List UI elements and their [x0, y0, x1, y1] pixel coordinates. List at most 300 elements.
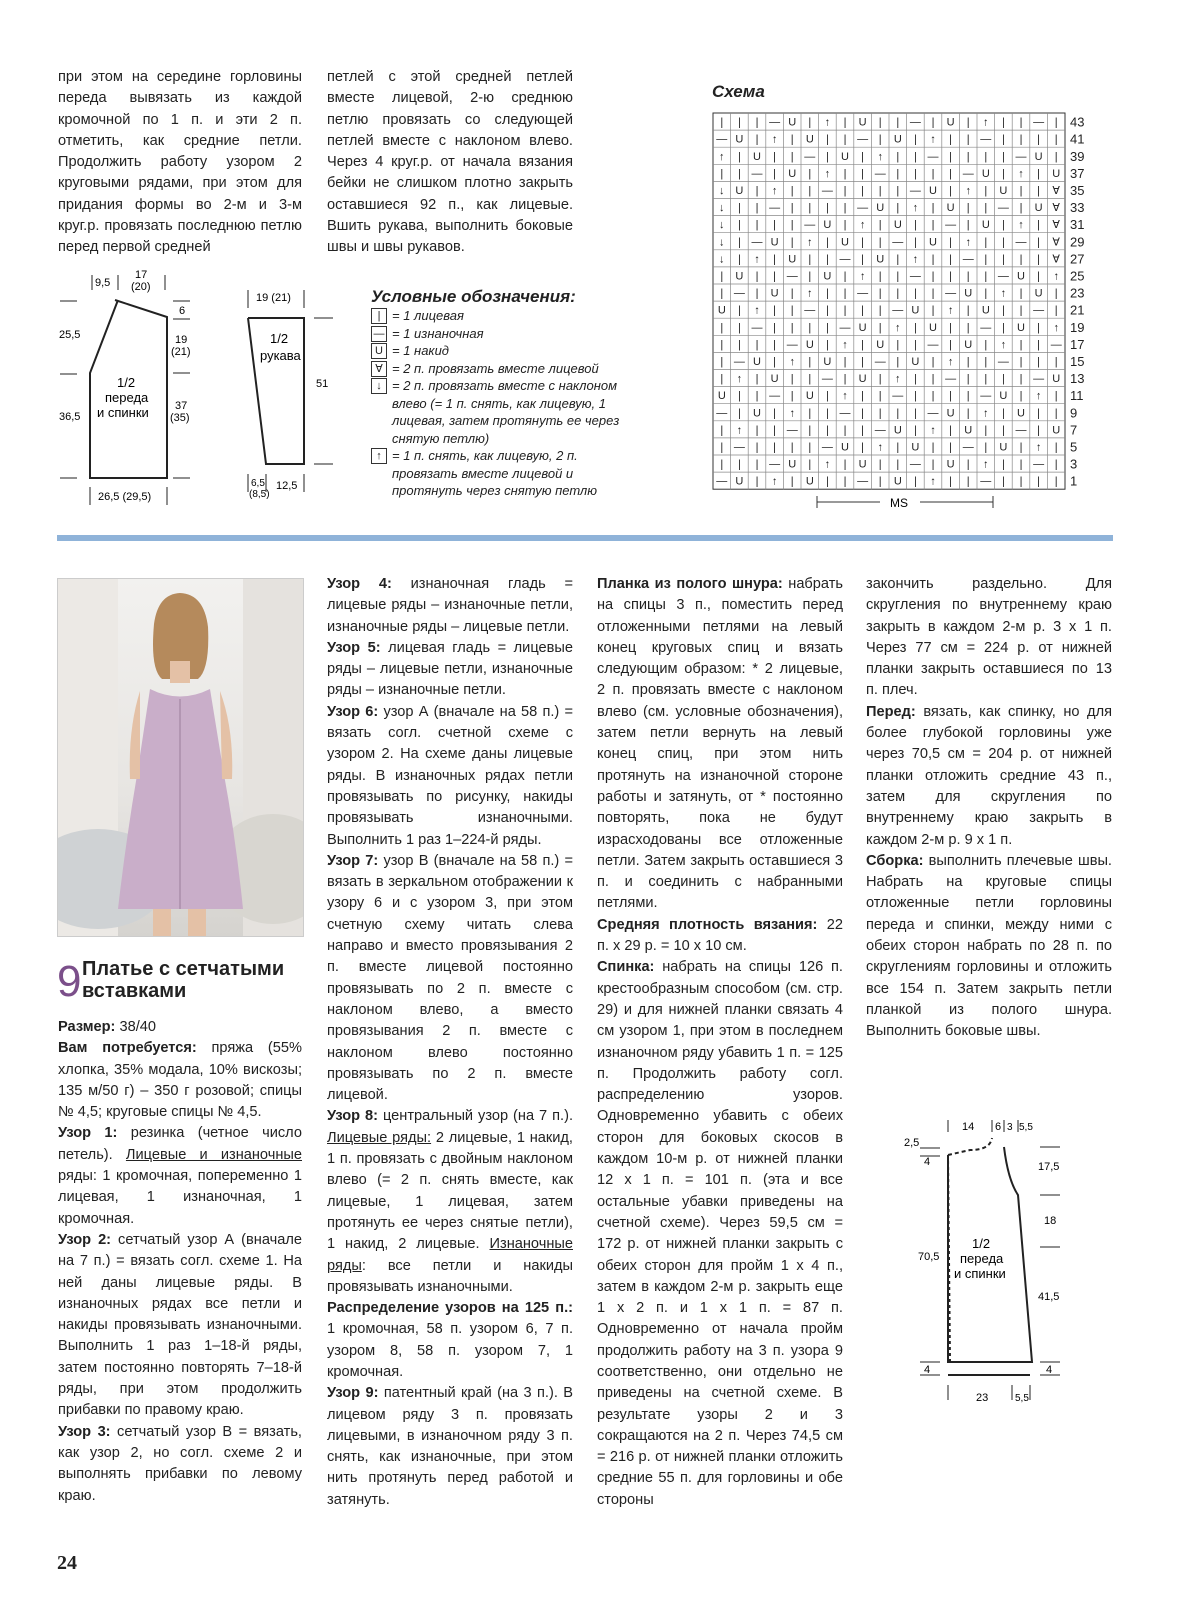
chart-cell: |: [896, 184, 900, 197]
chart-cell: |: [790, 475, 794, 488]
chart-cell: |: [790, 133, 794, 146]
chart-cell: |: [861, 355, 865, 368]
chart-cell: |: [949, 270, 953, 283]
chart-cell: |: [984, 184, 988, 197]
chart-cell: ↑: [1000, 287, 1007, 300]
chart-cell: ↑: [1035, 441, 1042, 454]
chart-cell: |: [1054, 441, 1058, 454]
chart-cell: |: [878, 373, 882, 386]
top-text-col2: петлей с этой средней петлей вместе лицевой, 2-ю среднюю петлю провязать со следующей петлей вместе с наклоном влево. Через 4 круг.р. от начала вязания бейки не слишком плотно закрыть оставшиеся 92 п., как лицевые. Вшить рукава, выполнить боковые швы и швы рукавов.: [327, 69, 573, 256]
column-a: Размер: 38/40 Вам потребуется: пряжа (55% хлопка, 35% модала, 10% вискозы; 135 м/50 г) – 350 г розовой; спицы № 4,5; круговые спицы № 4,5. Узор 1: резинка (четное число петель). Лицевые и изнаночные ряды: 1 кромочная, попеременно 1 лицевая, 1 изнаночная, 1 кромочная. Узор 2: сетчатый узор А (вначале на 7 п.) = вязать согл. схеме 1. На ней даны лицевые ряды. В изнаночных рядах все петли и накиды провязывать изнаночными. Выполнить 1 раз 1–18-й ряды, затем постоянно повторять 7–18-й ряды, при этом продолжить прибавки по правому краю. Узор 3: сетчатый узор В = вязать, как узор 2, но согл. схеме 2 и выполнять прибавки по левому краю.: [58, 1019, 302, 1504]
knitting-chart: [710, 110, 1110, 520]
dim-4-top: 4: [924, 1156, 931, 1168]
chart-cell: |: [913, 321, 917, 334]
chart-cell: |: [1001, 236, 1005, 249]
chart-cell: |: [1019, 287, 1023, 300]
chart-cell: |: [755, 424, 759, 437]
chart-cell: |: [1019, 373, 1023, 386]
chart-cell: |: [878, 219, 882, 232]
chart-cell: U: [946, 202, 955, 215]
chart-cell: U: [999, 390, 1008, 403]
yarnover-icon: U: [371, 343, 387, 359]
chart-cell: U: [858, 458, 867, 471]
chart-cell: |: [966, 150, 970, 163]
chart-cell: |: [773, 338, 777, 351]
dim-9-5: 9,5: [95, 277, 111, 289]
chart-cell: U: [788, 253, 797, 266]
chart-cell: |: [1001, 475, 1005, 488]
dim-6: 6: [179, 305, 186, 317]
chart-cell: |: [1037, 236, 1041, 249]
chart-cell: |: [1054, 390, 1058, 403]
chart-cell: |: [1001, 458, 1005, 471]
legend: [371, 287, 636, 500]
chart-cell: |: [878, 304, 882, 317]
chart-cell: |: [1001, 424, 1005, 437]
chart-cell: —: [751, 236, 763, 249]
chart-cell: |: [843, 219, 847, 232]
chart-cell: —: [909, 184, 921, 197]
chart-cell: —: [1015, 424, 1027, 437]
chart-cell: |: [737, 390, 741, 403]
chart-cell: —: [857, 475, 869, 488]
chart-cell: |: [790, 441, 794, 454]
chart-cell: U: [929, 236, 937, 249]
chart-cell: U: [841, 150, 849, 163]
chart-cell: —: [804, 219, 816, 232]
chart-cell: |: [720, 355, 724, 368]
legend-item-yarnover: U = 1 накид: [371, 342, 636, 360]
chart-cell: —: [804, 304, 816, 317]
chart-cell: ∀: [1052, 202, 1060, 215]
chart-cell: |: [949, 475, 953, 488]
chart-cell: |: [984, 150, 988, 163]
chart-cell: —: [962, 167, 974, 180]
chart-cell: |: [966, 475, 970, 488]
chart-cell: |: [808, 355, 812, 368]
chart-cell: |: [1054, 304, 1058, 317]
chart-row-number: 25: [1070, 268, 1085, 284]
chart-cell: |: [931, 167, 935, 180]
chart-cell: |: [808, 373, 812, 386]
chart-cell: |: [843, 287, 847, 300]
chart-cell: ∀: [1052, 184, 1060, 197]
chart-cell: ↑: [1053, 270, 1059, 283]
chart-cell: |: [861, 304, 865, 317]
chart-cell: |: [913, 167, 917, 180]
chart-cell: |: [984, 373, 988, 386]
dim-3: 3: [1007, 1122, 1013, 1133]
dim-5-5-bottom: 5,5: [1015, 1393, 1029, 1404]
chart-cell: ↑: [824, 167, 831, 180]
chart-row-number: 1: [1070, 473, 1078, 489]
chart-cell: |: [843, 133, 847, 146]
chart-cell: |: [1019, 441, 1023, 454]
dim-19: 19: [175, 334, 188, 346]
k2tog-icon: ∀: [371, 361, 387, 377]
chart-cell: ↑: [807, 287, 813, 300]
chart-cell: |: [808, 270, 812, 283]
dim-12-5: 12,5: [276, 480, 298, 492]
chart-cell: ↓: [719, 202, 725, 215]
chart-cell: U: [981, 167, 990, 180]
chart-cell: ↑: [930, 133, 936, 146]
chart-cell: —: [786, 270, 798, 283]
chart-cell: ↓: [719, 184, 725, 197]
chart-cell: |: [720, 116, 724, 129]
chart-cell: |: [737, 167, 741, 180]
chart-cell: |: [1019, 133, 1023, 146]
chart-cell: U: [753, 150, 761, 163]
legend-item-k2tog: ∀ = 2 п. провязать вместе лицевой: [371, 360, 636, 378]
chart-cell: |: [790, 390, 794, 403]
chart-cell: —: [769, 202, 781, 215]
chart-cell: —: [945, 373, 957, 386]
chart-cell: ↑: [824, 116, 831, 129]
chart-cell: ↑: [983, 116, 989, 129]
chart-cell: U: [1052, 424, 1061, 437]
chart-cell: |: [1019, 338, 1023, 351]
chart-cell: U: [946, 116, 955, 129]
chart-cell: |: [931, 304, 935, 317]
chart-cell: |: [1054, 355, 1058, 368]
chart-cell: |: [984, 287, 988, 300]
chart-cell: |: [949, 321, 953, 334]
chart-cell: |: [1019, 304, 1023, 317]
chart-cell: |: [931, 373, 935, 386]
chart-row-numbers: [1070, 115, 1084, 489]
chart-cell: |: [1001, 253, 1005, 266]
chart-cell: U: [876, 253, 885, 266]
chart-cell: |: [896, 355, 900, 368]
chart-cell: |: [737, 338, 741, 351]
chart-cell: ↑: [736, 373, 743, 386]
chart-cell: U: [805, 338, 814, 351]
chart-cell: ↑: [1018, 167, 1024, 180]
chart-cell: |: [861, 236, 865, 249]
chart-cell: ↑: [912, 202, 919, 215]
chart-cell: U: [823, 270, 832, 283]
chart-cell: U: [946, 407, 955, 420]
chart-cell: |: [737, 321, 741, 334]
chart-cell: ↑: [895, 373, 901, 386]
label-front-dress: переда: [960, 1251, 1004, 1266]
chart-cell: —: [1050, 338, 1062, 351]
chart-cell: |: [1019, 116, 1023, 129]
chart-cell: |: [790, 219, 794, 232]
chart-cell: —: [716, 133, 728, 146]
chart-cell: ↑: [842, 338, 848, 351]
chart-cell: |: [1037, 407, 1041, 420]
chart-cell: |: [720, 321, 724, 334]
chart-cell: |: [966, 133, 970, 146]
chart-cell: |: [755, 390, 759, 403]
chart-cell: |: [896, 202, 900, 215]
chart-cell: |: [808, 458, 812, 471]
chart-cell: |: [931, 441, 935, 454]
chart-cell: |: [737, 219, 741, 232]
chart-row-number: 9: [1070, 405, 1078, 421]
chart-cell: U: [929, 184, 937, 197]
sk2p-icon: ↑: [371, 448, 387, 464]
chart-cell: |: [737, 253, 741, 266]
chart-grid: [713, 113, 1065, 489]
chart-cell: |: [825, 424, 829, 437]
chart-cell: |: [913, 236, 917, 249]
chart-cell: |: [878, 458, 882, 471]
chart-cell: |: [773, 355, 777, 368]
chart-cell: ↑: [771, 475, 778, 488]
chart-cell: |: [843, 475, 847, 488]
chart-cell: |: [949, 184, 953, 197]
chart-cell: |: [931, 202, 935, 215]
chart-cell: U: [770, 373, 779, 386]
chart-cell: ↓: [719, 219, 725, 232]
chart-cell: —: [909, 270, 921, 283]
chart-cell: |: [755, 116, 759, 129]
chart-cell: |: [931, 270, 935, 283]
chart-cell: |: [878, 236, 882, 249]
chart-cell: U: [893, 475, 902, 488]
chart-cell: |: [843, 304, 847, 317]
chart-row-number: 5: [1070, 439, 1078, 455]
chart-cell: |: [1001, 321, 1005, 334]
chart-cell: |: [931, 390, 935, 403]
chart-cell: |: [825, 321, 829, 334]
chart-cell: |: [861, 441, 865, 454]
chart-row-number: 31: [1070, 217, 1085, 233]
chart-row-number: 27: [1070, 251, 1085, 267]
chart-cell: —: [751, 167, 763, 180]
chart-cell: |: [1037, 219, 1041, 232]
chart-cell: |: [878, 475, 882, 488]
chart-cell: |: [966, 390, 970, 403]
chart-cell: ↑: [930, 424, 936, 437]
chart-cell: |: [913, 373, 917, 386]
chart-cell: —: [857, 133, 869, 146]
chart-cell: |: [737, 236, 741, 249]
article-title: Платье с сетчатыми вставками: [82, 958, 285, 1002]
label-half: 1/2: [117, 375, 136, 390]
chart-cell: |: [1054, 458, 1058, 471]
chart-cell: |: [878, 321, 882, 334]
chart-cell: |: [966, 270, 970, 283]
legend-title: Условные обозначения:: [371, 287, 576, 306]
chart-cell: —: [945, 219, 957, 232]
chart-row-number: 13: [1070, 371, 1085, 387]
chart-cell: |: [1001, 133, 1005, 146]
chart-cell: |: [720, 458, 724, 471]
chart-cell: U: [788, 116, 797, 129]
chart-cell: |: [861, 150, 865, 163]
chart-cell: U: [981, 219, 990, 232]
chart-cell: |: [878, 287, 882, 300]
chart-cell: |: [808, 253, 812, 266]
chart-cell: ↑: [859, 219, 866, 232]
chart-cell: ↑: [877, 150, 883, 163]
chart-cell: |: [790, 321, 794, 334]
chart-cell: |: [843, 116, 847, 129]
dim-8-5: (8,5): [249, 489, 270, 500]
chart-cell: |: [966, 355, 970, 368]
chart-cell: U: [946, 458, 955, 471]
chart-cell: |: [773, 253, 777, 266]
chart-cell: |: [966, 407, 970, 420]
chart-cell: U: [735, 270, 744, 283]
chart-cell: |: [843, 270, 847, 283]
dim-5-5-top: 5,5: [1019, 1122, 1033, 1133]
chart-cell: |: [773, 304, 777, 317]
chart-cell: |: [1054, 116, 1058, 129]
chart-cell: U: [999, 184, 1008, 197]
chart-cell: |: [931, 253, 935, 266]
chart-cell: |: [773, 150, 777, 163]
chart-cell: |: [931, 287, 935, 300]
chart-cell: |: [773, 167, 777, 180]
chart-cell: —: [839, 407, 851, 420]
chart-cell: |: [720, 424, 724, 437]
chart-cell: |: [949, 338, 953, 351]
chart-cell: ↑: [789, 407, 795, 420]
chart-cell: ↑: [719, 150, 725, 163]
chart-cell: |: [720, 373, 724, 386]
dim-17: 17: [135, 269, 148, 281]
chart-cell: |: [931, 355, 935, 368]
chart-row-number: 41: [1070, 131, 1085, 147]
chart-cell: |: [1001, 219, 1005, 232]
chart-cell: —: [980, 133, 992, 146]
chart-cell: ↓: [719, 253, 725, 266]
dim-26-5: 26,5 (29,5): [98, 491, 152, 503]
chart-cell: ↑: [947, 304, 954, 317]
chart-cell: U: [858, 116, 867, 129]
dim-25-5: 25,5: [59, 329, 81, 341]
chart-cell: U: [735, 475, 744, 488]
chart-cell: |: [808, 167, 812, 180]
chart-row-number: 37: [1070, 165, 1085, 181]
chart-cell: |: [1054, 407, 1058, 420]
chart-cell: —: [997, 355, 1009, 368]
chart-title: Схема: [712, 82, 765, 101]
dim-41-5: 41,5: [1038, 1291, 1060, 1303]
chart-row-number: 39: [1070, 148, 1085, 164]
chart-cell: —: [962, 441, 974, 454]
chart-cell: U: [893, 133, 902, 146]
chart-cell: —: [874, 424, 886, 437]
chart-cell: |: [790, 304, 794, 317]
dim-2-5: 2,5: [904, 1137, 920, 1149]
chart-cell: |: [1037, 167, 1041, 180]
chart-cell: U: [841, 236, 849, 249]
chart-cell: |: [1037, 184, 1041, 197]
chart-cell: |: [825, 236, 829, 249]
chart-cell: U: [805, 390, 814, 403]
chart-cell: ↑: [983, 407, 989, 420]
chart-cell: |: [1019, 253, 1023, 266]
chart-cell: ↑: [983, 458, 989, 471]
purl-icon: —: [371, 326, 387, 342]
ms-label: MS: [890, 496, 908, 510]
chart-cell: |: [1019, 458, 1023, 471]
chart-cell: |: [773, 407, 777, 420]
chart-cell: |: [773, 270, 777, 283]
chart-cell: |: [878, 184, 882, 197]
dim-18: 18: [1044, 1215, 1057, 1227]
chart-cell: |: [896, 116, 900, 129]
chart-cell: |: [808, 321, 812, 334]
chart-cell: —: [769, 116, 781, 129]
chart-cell: |: [773, 321, 777, 334]
chart-cell: |: [966, 458, 970, 471]
legend-item-purl: — = 1 изнаночная: [371, 325, 636, 343]
chart-cell: U: [858, 321, 867, 334]
dim-35: (35): [170, 412, 190, 424]
dim-70-5: 70,5: [918, 1251, 940, 1263]
chart-cell: —: [927, 150, 939, 163]
chart-cell: |: [808, 202, 812, 215]
chart-cell: ↑: [789, 355, 795, 368]
chart-cell: ↑: [1053, 321, 1059, 334]
dim-6-5: 6,5: [251, 478, 265, 489]
chart-cell: |: [896, 338, 900, 351]
dim-23: 23: [976, 1392, 989, 1404]
chart-cell: |: [1019, 202, 1023, 215]
chart-cell: —: [874, 355, 886, 368]
chart-cell: |: [1037, 321, 1041, 334]
chart-cell: |: [913, 219, 917, 232]
chart-cell: —: [804, 150, 816, 163]
chart-cell: |: [737, 116, 741, 129]
chart-cell: U: [876, 202, 885, 215]
chart-cell: |: [755, 202, 759, 215]
chart-cell: |: [949, 133, 953, 146]
chart-cell: |: [1019, 184, 1023, 197]
chart-cell: U: [929, 321, 937, 334]
chart-cell: |: [808, 407, 812, 420]
chart-cell: —: [945, 287, 957, 300]
chart-cell: |: [737, 304, 741, 317]
chart-cell: |: [913, 390, 917, 403]
chart-cell: |: [949, 253, 953, 266]
chart-cell: |: [808, 116, 812, 129]
label-back-dress: и спинки: [954, 1266, 1006, 1281]
chart-cell: —: [1033, 458, 1045, 471]
chart-cell: |: [808, 184, 812, 197]
chart-cell: |: [773, 424, 777, 437]
chart-cell: U: [753, 407, 761, 420]
chart-cell: |: [1001, 167, 1005, 180]
chart-cell: —: [980, 390, 992, 403]
chart-cell: U: [805, 475, 814, 488]
chart-cell: —: [751, 321, 763, 334]
chart-cell: |: [1054, 475, 1058, 488]
chart-cell: ∀: [1052, 219, 1060, 232]
chart-cell: |: [825, 304, 829, 317]
chart-cell: |: [931, 458, 935, 471]
column-b: Узор 4: изнаночная гладь = лицевые ряды – изнаночные петли, изнаночные ряды – лицевые петли. Узор 5: лицевая гладь = лицевые ряды – лицевые петли, изнаночные ряды – изнаночные петли. Узор 6: узор А (вначале на 58 п.) = вязать согл. счетной схеме с узором 2. На схеме даны лицевые ряды. В изнаночных рядах петли провязывать по рисунку, накиды провязывать изнаночными. Выполнить 1 раз 1–224-й ряды. Узор 7: узор В (вначале на 58 п.) = вязать в зеркальном отображении к узору 6 и с узором 3, при этом счетную схему читать слева направо и вместо провязывания 2 п. вместе лицевой постоянно провязывать по 2 п. вместе с наклоном влево, а вместо провязывания 2 п. вместе с наклоном влево постоянно провязывать по 2 п. вместе лицевой. Узор 8: центральный узор (на 7 п.). Лицевые ряды: 2 лицевые, 1 накид, 1 п. провязать с двойным наклоном влево (= 2 п. снять вместе, как лицевые, 1 лицевая, затем протянуть ее через снятые петли), 1 накид, 2 лицевые. Изнаночные ряды: все петли и накиды провязывать изнаночными. Распределение узоров на 125 п.: 1 кромочная, 58 п. узором 6, 7 п. узором 8, 58 п. узором 7, 1 кромочная. Узор 9: патентный край (на 3 п.). В лицевом ряду 3 п. провязать лицевыми, в изнаночном ряду 3 п. снять, как изнаночные, при этом нить протянуть перед работой и затянуть.: [327, 576, 574, 1508]
chart-cell: |: [755, 184, 759, 197]
chart-cell: —: [1033, 116, 1045, 129]
chart-cell: —: [980, 321, 992, 334]
chart-cell: —: [786, 338, 798, 351]
chart-cell: |: [720, 287, 724, 300]
chart-cell: |: [843, 202, 847, 215]
chart-row-number: 23: [1070, 285, 1085, 301]
chart-row-number: 33: [1070, 200, 1085, 216]
chart-row-number: 15: [1070, 353, 1085, 369]
chart-cell: U: [753, 355, 761, 368]
label-and-back: и спинки: [97, 405, 149, 420]
